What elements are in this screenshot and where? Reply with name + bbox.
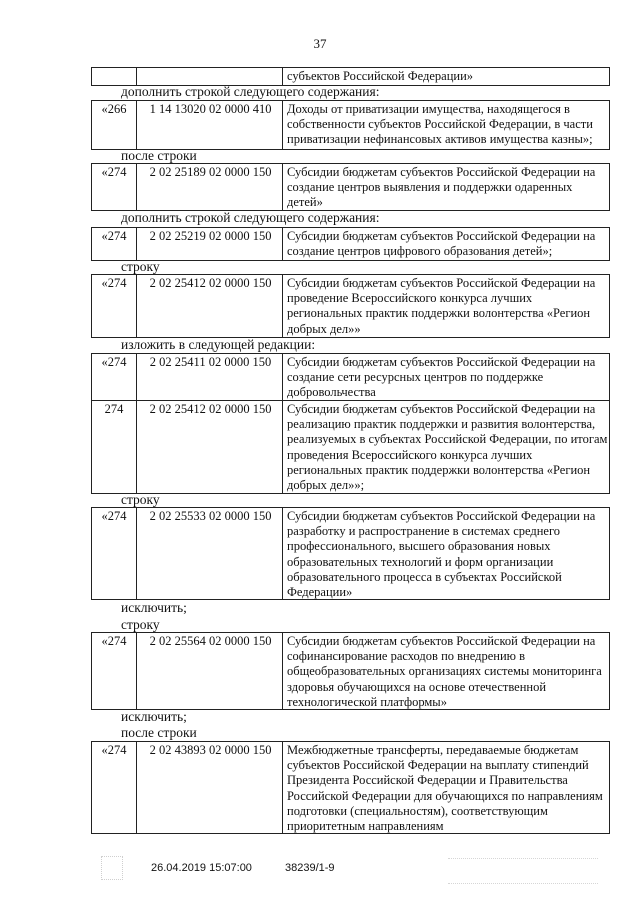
row-text: Субсидии бюджетам субъектов Российской Федерации на реализацию практик поддержки и развития волонтерства, реализуемых в субъектах Российской Федерации, по итогам проведения Всероссийского конкурса лучших региональных практик поддержки волонтерства «Регион добрых дел»»;: [287, 402, 608, 493]
row-text: Субсидии бюджетам субъектов Российской Федерации на создание сети ресурсных центров по поддержке добровольчества: [287, 355, 596, 400]
row-code: 274: [104, 402, 124, 416]
row-text: Субсидии бюджетам субъектов Российской Федерации на разработку и распространение в системах среднего профессионального, высшего образования новых образовательных технологий и форм организации образовательного процесса в субъектах Российской Федерации»: [287, 509, 596, 600]
instruction-row: строку: [121, 617, 160, 632]
row-code: «274: [101, 634, 127, 648]
row-code: «274: [101, 743, 127, 757]
row-code: «274: [101, 165, 127, 179]
table-row: [91, 274, 610, 338]
watermark-stamp: [448, 858, 598, 884]
row-kbk: 2 02 25533 02 0000 150: [149, 509, 272, 523]
row-kbk: 2 02 25189 02 0000 150: [149, 165, 272, 179]
table-row: [91, 100, 610, 150]
row-text: Доходы от приватизации имущества, находящегося в собственности субъектов Российской Федерации, в части приватизации нефинансовых активов имущества казны»;: [287, 102, 593, 147]
row-text: Межбюджетные трансферты, передаваемые бюджетам субъектов Российской Федерации на выплату стипендий Президента Российской Федерации и Правительства Российской Федерации для обучающихся по направлениям подготовки (специальностям), соответствующим приоритетным направлениям: [287, 743, 603, 833]
table-row: [91, 400, 610, 494]
row-code: «274: [101, 229, 127, 243]
instruction-row: строку: [121, 259, 160, 274]
footer-doc-id: 38239/1-9: [285, 862, 335, 874]
instruction-row: строку: [121, 492, 160, 507]
table-row: [91, 632, 610, 710]
table-row: [91, 353, 610, 401]
row-code: «266: [101, 102, 127, 116]
row-kbk: 2 02 25219 02 0000 150: [149, 229, 272, 243]
row-code: «274: [101, 276, 127, 290]
row-kbk: 2 02 25412 02 0000 150: [149, 276, 272, 290]
row-kbk: 2 02 25411 02 0000 150: [149, 355, 272, 369]
instruction-add-row: дополнить строкой следующего содержания:: [121, 210, 380, 225]
table-row: [91, 741, 610, 834]
table-row: [91, 163, 610, 211]
qr-stamp: [101, 856, 123, 880]
row-code: «274: [101, 509, 127, 523]
instruction-replace: изложить в следующей редакции:: [121, 337, 316, 352]
row-text: Субсидии бюджетам субъектов Российской Федерации на создание центров выявления и поддержки одаренных детей»: [287, 165, 596, 210]
table-row: [91, 227, 610, 261]
row-text: Субсидии бюджетам субъектов Российской Федерации на проведение Всероссийского конкурса лучших региональных практик поддержки волонтерства «Регион добрых дел»»: [287, 276, 596, 336]
instruction-exclude: исключить;: [121, 709, 187, 724]
row-text: Субсидии бюджетам субъектов Российской Федерации на создание центров цифрового образования детей»;: [287, 229, 596, 259]
footer-datetime: 26.04.2019 15:07:00: [151, 862, 252, 874]
instruction-exclude: исключить;: [121, 600, 187, 615]
row-code: «274: [101, 355, 127, 369]
table-row: [91, 507, 610, 600]
row-kbk: 2 02 25564 02 0000 150: [149, 634, 272, 648]
instruction-add-row: дополнить строкой следующего содержания:: [121, 84, 380, 99]
row-kbk: 2 02 43893 02 0000 150: [149, 743, 272, 757]
row-kbk: 1 14 13020 02 0000 410: [149, 102, 272, 116]
instruction-after-row: после строки: [121, 725, 197, 740]
row-kbk: 2 02 25412 02 0000 150: [149, 402, 272, 416]
row-text: субъектов Российской Федерации»: [287, 69, 474, 83]
instruction-after-row: после строки: [121, 148, 197, 163]
page-number: 37: [313, 36, 327, 51]
row-text: Субсидии бюджетам субъектов Российской Федерации на софинансирование расходов по внедрению в общеобразовательных организациях системы мониторинга здоровья обучающихся на основе отечественной технологической платформы»: [287, 634, 602, 709]
